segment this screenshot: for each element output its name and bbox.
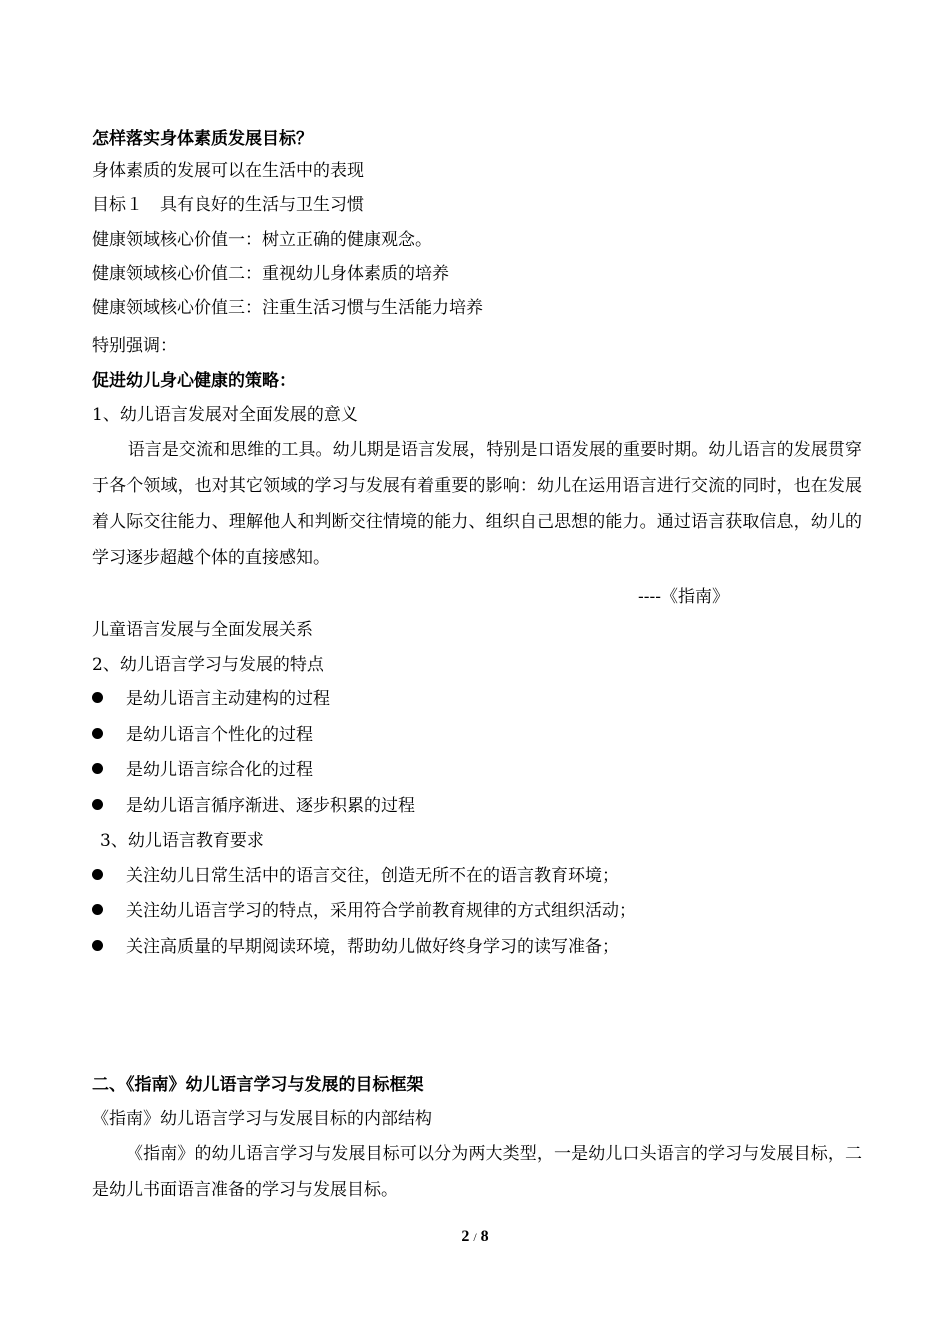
list-item	[92, 724, 313, 746]
goal1-line: 目标１ 具有良好的生活与卫生习惯	[92, 195, 364, 215]
list-item	[92, 936, 619, 958]
bullet-icon	[92, 692, 103, 703]
item2-heading: 2、幼儿语言学习与发展的特点	[92, 655, 324, 675]
bullet-icon	[92, 728, 103, 739]
section2-title: 二、《指南》幼儿语言学习与发展的目标框架	[92, 1075, 424, 1095]
core-value-1: 健康领域核心价值一：树立正确的健康观念。	[92, 230, 432, 250]
core-value-2: 健康领域核心价值二：重视幼儿身体素质的培养	[92, 264, 449, 284]
bullet-icon	[92, 940, 103, 951]
list-item-text: 是幼儿语言主动建构的过程	[126, 689, 330, 709]
relation-line: 儿童语言发展与全面发展关系	[92, 620, 313, 640]
section1-title: 怎样落实身体素质发展目标？	[92, 129, 313, 149]
list-item	[92, 795, 415, 817]
bullet-icon	[92, 869, 103, 880]
body-expression-line: 身体素质的发展可以在生活中的表现	[92, 161, 364, 181]
bullet-icon	[92, 763, 103, 774]
list-item-text: 是幼儿语言综合化的过程	[126, 760, 313, 780]
section2-subtitle: 《指南》幼儿语言学习与发展目标的内部结构	[92, 1109, 432, 1129]
bullet-icon	[92, 904, 103, 915]
list-item-text: 关注高质量的早期阅读环境，帮助幼儿做好终身学习的读写准备；	[126, 937, 619, 957]
section2-paragraph: 《指南》的幼儿语言学习与发展目标可以分为两大类型，一是幼儿口头语言的学习与发展目标，二是幼儿书面语言准备的学习与发展目标。	[92, 1144, 862, 1200]
list-item	[92, 900, 636, 922]
list-item-text: 是幼儿语言个性化的过程	[126, 725, 313, 745]
item3-heading: 3、幼儿语言教育要求	[100, 831, 264, 851]
list-item	[92, 688, 330, 710]
special-emphasis: 特别强调：	[92, 336, 177, 356]
citation: ----《指南》	[638, 587, 729, 607]
page-number: 2	[461, 1228, 470, 1245]
item1-paragraph: 语言是交流和思维的工具。幼儿期是语言发展，特别是口语发展的重要时期。幼儿语言的发展贯穿于各个领域，也对其它领域的学习与发展有着重要的影响：幼儿在运用语言进行交流的同时，也在发展着人际交往能力、理解他人和判断交往情境的能力、组织自己思想的能力。通过语言获取信息，幼儿的学习逐步超越个体的直接感知。	[92, 440, 862, 568]
bullet-icon	[92, 799, 103, 810]
list-item-text: 是幼儿语言循序渐进、逐步积累的过程	[126, 796, 415, 816]
list-item-text: 关注幼儿语言学习的特点，采用符合学前教育规律的方式组织活动；	[126, 901, 636, 921]
core-value-3: 健康领域核心价值三：注重生活习惯与生活能力培养	[92, 298, 483, 318]
page-footer	[0, 1228, 950, 1246]
list-item	[92, 759, 313, 781]
strategy-title: 促进幼儿身心健康的策略：	[92, 371, 296, 391]
list-item-text: 关注幼儿日常生活中的语言交往，创造无所不在的语言教育环境；	[126, 866, 619, 886]
total-pages: 8	[480, 1228, 489, 1245]
list-item	[92, 865, 619, 887]
page-separator: /	[473, 1230, 477, 1244]
item1-heading: 1、幼儿语言发展对全面发展的意义	[92, 405, 358, 425]
